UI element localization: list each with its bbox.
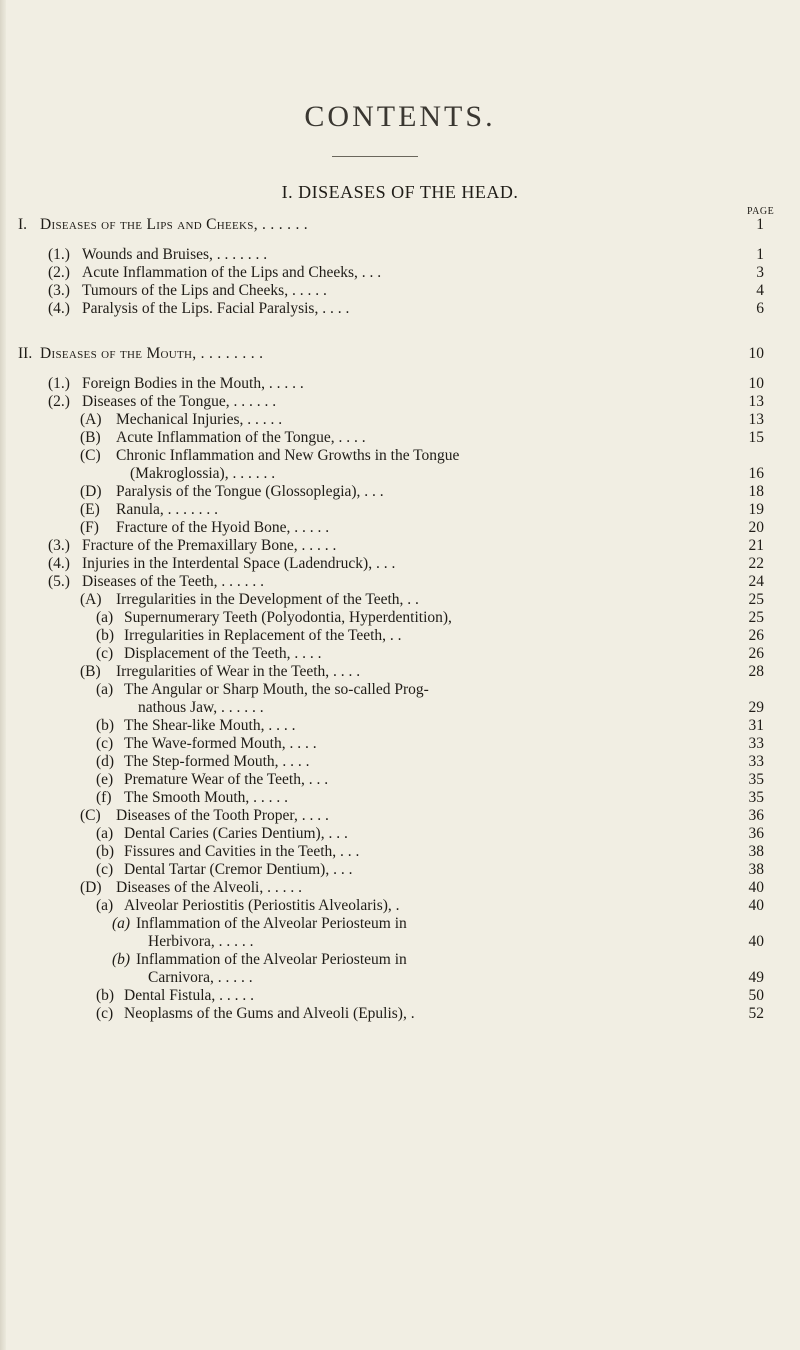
toc-entry bbox=[0, 807, 800, 825]
toc-entry-text: Carnivora, . . . . . bbox=[148, 969, 253, 986]
toc-entry-page: 49 bbox=[748, 969, 764, 986]
toc-entry-text: Dental Caries (Caries Dentium), . . . bbox=[124, 825, 348, 842]
toc-entry-text: Fracture of the Hyoid Bone, . . . . . bbox=[116, 519, 330, 536]
toc-entry-number: (b) bbox=[96, 843, 115, 860]
toc-entry-number: (b) bbox=[96, 627, 115, 644]
toc-entry-page: 19 bbox=[748, 501, 764, 518]
toc-entry-text: Alveolar Periostitis (Periostitis Alveolaris), . bbox=[124, 897, 400, 914]
toc-entry bbox=[0, 915, 800, 933]
toc-entry-text: Diseases of the Mouth, . . . . . . . . bbox=[40, 345, 264, 362]
toc-entry-number: (f) bbox=[96, 789, 112, 806]
toc-entry-number: (1.) bbox=[48, 375, 70, 392]
toc-entry-text: The Wave-formed Mouth, . . . . bbox=[124, 735, 317, 752]
toc-entry-number: (d) bbox=[96, 753, 115, 770]
toc-entry-text: Wounds and Bruises, . . . . . . . bbox=[82, 246, 268, 263]
toc-entry-text: Diseases of the Teeth, . . . . . . bbox=[82, 573, 265, 590]
toc-entry-number: (D) bbox=[80, 879, 102, 896]
toc-entry-page: 10 bbox=[748, 375, 764, 392]
toc-entry bbox=[0, 447, 800, 465]
toc-entry-number: (B) bbox=[80, 663, 101, 680]
page-column-header: PAGE bbox=[747, 206, 775, 217]
toc-entry-text: Chronic Inflammation and New Growths in the Tongue bbox=[116, 447, 460, 464]
toc-entry-number: (2.) bbox=[48, 264, 70, 281]
toc-entry-text: The Shear-like Mouth, . . . . bbox=[124, 717, 296, 734]
toc-entry-page: 52 bbox=[748, 1005, 764, 1022]
toc-entry-number: (b) bbox=[96, 987, 115, 1004]
toc-entry-text: Dental Tartar (Cremor Dentium), . . . bbox=[124, 861, 353, 878]
toc-entry bbox=[0, 879, 800, 897]
toc-entry-text: Herbivora, . . . . . bbox=[148, 933, 254, 950]
toc-entry-page: 20 bbox=[748, 519, 764, 536]
toc-entry-text: Inflammation of the Alveolar Periosteum in bbox=[136, 915, 407, 932]
toc-entry-page: 1 bbox=[756, 246, 764, 263]
toc-entry-page: 25 bbox=[748, 591, 764, 608]
toc-entry bbox=[0, 483, 800, 501]
toc-entry bbox=[0, 591, 800, 609]
toc-entry-page: 40 bbox=[748, 897, 764, 914]
toc-entry-text: Foreign Bodies in the Mouth, . . . . . bbox=[82, 375, 304, 392]
toc-entry-text: The Angular or Sharp Mouth, the so-called Prog- bbox=[124, 681, 429, 698]
toc-entry-text: Irregularities of Wear in the Teeth, . . . . bbox=[116, 663, 361, 680]
toc-entry-page: 21 bbox=[748, 537, 764, 554]
toc-entry-page: 29 bbox=[748, 699, 764, 716]
toc-entry bbox=[0, 789, 800, 807]
toc-entry-number: (a) bbox=[96, 681, 114, 698]
toc-entry bbox=[0, 300, 800, 318]
toc-entry-page: 28 bbox=[748, 663, 764, 680]
toc-entry bbox=[0, 861, 800, 879]
toc-entry-text: Fracture of the Premaxillary Bone, . . . . . bbox=[82, 537, 337, 554]
toc-entry-number: (c) bbox=[96, 861, 114, 878]
toc-entry bbox=[0, 465, 800, 483]
toc-entry-page: 10 bbox=[748, 345, 764, 362]
toc-entry-text: Injuries in the Interdental Space (Ladendruck), . . . bbox=[82, 555, 396, 572]
toc-entry bbox=[0, 393, 800, 411]
toc-entry bbox=[0, 663, 800, 681]
toc-entry-text: The Step-formed Mouth, . . . . bbox=[124, 753, 310, 770]
toc-entry-page: 15 bbox=[748, 429, 764, 446]
toc-entry-page: 6 bbox=[756, 300, 764, 317]
toc-entry-number: (c) bbox=[96, 1005, 114, 1022]
toc-entry bbox=[0, 627, 800, 645]
toc-entry-page: 33 bbox=[748, 735, 764, 752]
toc-entry bbox=[0, 825, 800, 843]
toc-entry bbox=[0, 1005, 800, 1023]
toc-entry-number: (b) bbox=[112, 951, 131, 968]
toc-entry bbox=[0, 519, 800, 537]
toc-entry-text: Diseases of the Lips and Cheeks, . . . . . . bbox=[40, 216, 308, 233]
toc-entry-text: Acute Inflammation of the Tongue, . . . . bbox=[116, 429, 366, 446]
toc-entry-number: (c) bbox=[96, 645, 114, 662]
toc-entry-page: 22 bbox=[748, 555, 764, 572]
toc-entry bbox=[0, 951, 800, 969]
toc-entry-page: 31 bbox=[748, 717, 764, 734]
toc-entry-page: 40 bbox=[748, 933, 764, 950]
toc-entry-text: The Smooth Mouth, . . . . . bbox=[124, 789, 289, 806]
toc-entry bbox=[0, 411, 800, 429]
toc-entry-number: (4.) bbox=[48, 300, 70, 317]
toc-entry-number: (A) bbox=[80, 411, 102, 428]
contents-title: CONTENTS. bbox=[304, 100, 496, 133]
toc-entry-page: 3 bbox=[756, 264, 764, 281]
toc-entry bbox=[0, 282, 800, 300]
toc-entry bbox=[0, 969, 800, 987]
toc-entry-text: Paralysis of the Tongue (Glossoplegia), . . . bbox=[116, 483, 384, 500]
toc-entry-page: 38 bbox=[748, 843, 764, 860]
toc-entry-number: (B) bbox=[80, 429, 101, 446]
toc-entry-number: (c) bbox=[96, 735, 114, 752]
toc-entry-text: Paralysis of the Lips. Facial Paralysis, . . . . bbox=[82, 300, 350, 317]
toc-entry-page: 24 bbox=[748, 573, 764, 590]
toc-entry-number: (A) bbox=[80, 591, 102, 608]
toc-entry bbox=[0, 609, 800, 627]
toc-entry bbox=[0, 246, 800, 264]
toc-entry-text: Diseases of the Tongue, . . . . . . bbox=[82, 393, 277, 410]
toc-entry-number: (a) bbox=[96, 609, 114, 626]
toc-entry-number: (a) bbox=[112, 915, 131, 932]
toc-entry-page: 13 bbox=[748, 393, 764, 410]
toc-entry-text: Diseases of the Tooth Proper, . . . . bbox=[116, 807, 329, 824]
toc-entry-page: 4 bbox=[756, 282, 764, 299]
toc-entry bbox=[0, 264, 800, 282]
toc-entry-page: 35 bbox=[748, 789, 764, 806]
toc-entry-page: 35 bbox=[748, 771, 764, 788]
toc-entry-number: (a) bbox=[96, 825, 114, 842]
toc-entry-number: (2.) bbox=[48, 393, 70, 410]
toc-entry-number: (D) bbox=[80, 483, 102, 500]
toc-entry-page: 16 bbox=[748, 465, 764, 482]
toc-entry-number: (b) bbox=[96, 717, 115, 734]
toc-entry-number: (1.) bbox=[48, 246, 70, 263]
toc-entry-number: I. bbox=[18, 216, 28, 233]
toc-entry-page: 40 bbox=[748, 879, 764, 896]
toc-entry-number: (4.) bbox=[48, 555, 70, 572]
toc-entry bbox=[0, 573, 800, 591]
toc-entry-number: (C) bbox=[80, 807, 101, 824]
toc-entry bbox=[0, 753, 800, 771]
toc-entry-page: 13 bbox=[748, 411, 764, 428]
toc-entry bbox=[0, 345, 800, 363]
toc-entry bbox=[0, 699, 800, 717]
toc-entry bbox=[0, 681, 800, 699]
toc-entry bbox=[0, 843, 800, 861]
toc-entry-text: Mechanical Injuries, . . . . . bbox=[116, 411, 283, 428]
toc-entry-text: Irregularities in Replacement of the Teeth, . . bbox=[124, 627, 402, 644]
toc-entry bbox=[0, 717, 800, 735]
toc-entry-text: Ranula, . . . . . . . bbox=[116, 501, 219, 518]
toc-entry-number: (3.) bbox=[48, 537, 70, 554]
toc-entry bbox=[0, 537, 800, 555]
toc-entry bbox=[0, 501, 800, 519]
toc-entry-number: (E) bbox=[80, 501, 100, 518]
toc-entry-number: (3.) bbox=[48, 282, 70, 299]
toc-entry-text: (Makroglossia), . . . . . . bbox=[130, 465, 276, 482]
toc-entry-text: Diseases of the Alveoli, . . . . . bbox=[116, 879, 302, 896]
toc-entry bbox=[0, 429, 800, 447]
toc-entry-page: 25 bbox=[748, 609, 764, 626]
toc-entry-text: Inflammation of the Alveolar Periosteum in bbox=[136, 951, 407, 968]
toc-entry-text: Displacement of the Teeth, . . . . bbox=[124, 645, 322, 662]
toc-entry-page: 1 bbox=[756, 216, 764, 233]
toc-entry bbox=[0, 555, 800, 573]
toc-entry-number: (F) bbox=[80, 519, 99, 536]
toc-entry bbox=[0, 897, 800, 915]
toc-entry bbox=[0, 735, 800, 753]
toc-entry bbox=[0, 771, 800, 789]
toc-entry-page: 36 bbox=[748, 807, 764, 824]
toc-entry-text: Dental Fistula, . . . . . bbox=[124, 987, 255, 1004]
toc-entry-page: 26 bbox=[748, 645, 764, 662]
toc-entry-text: Tumours of the Lips and Cheeks, . . . . . bbox=[82, 282, 327, 299]
toc-entry-text: nathous Jaw, . . . . . . bbox=[138, 699, 264, 716]
toc-entry-text: Fissures and Cavities in the Teeth, . . . bbox=[124, 843, 360, 860]
toc-entry-page: 36 bbox=[748, 825, 764, 842]
toc-entry-text: Neoplasms of the Gums and Alveoli (Epulis), . bbox=[124, 1005, 415, 1022]
toc-entry-page: 26 bbox=[748, 627, 764, 644]
toc-entry-text: Supernumerary Teeth (Polyodontia, Hyperdentition), bbox=[124, 609, 452, 626]
toc-entry bbox=[0, 987, 800, 1005]
toc-entry bbox=[0, 645, 800, 663]
toc-entry-number: II. bbox=[18, 345, 33, 362]
toc-entry-page: 33 bbox=[748, 753, 764, 770]
toc-entry-text: Irregularities in the Development of the Teeth, . . bbox=[116, 591, 419, 608]
toc-entry-page: 38 bbox=[748, 861, 764, 878]
toc-entry-page: 18 bbox=[748, 483, 764, 500]
toc-entry bbox=[0, 375, 800, 393]
toc-entry bbox=[0, 933, 800, 951]
toc-entry-page: 50 bbox=[748, 987, 764, 1004]
toc-entry-number: (e) bbox=[96, 771, 114, 788]
toc-entry bbox=[0, 216, 800, 234]
toc-entry-number: (a) bbox=[96, 897, 114, 914]
toc-entry-text: Premature Wear of the Teeth, . . . bbox=[124, 771, 329, 788]
title-rule bbox=[332, 156, 418, 157]
toc-entry-number: (5.) bbox=[48, 573, 70, 590]
toc-entry-number: (C) bbox=[80, 447, 101, 464]
toc-entry-text: Acute Inflammation of the Lips and Cheeks, . . . bbox=[82, 264, 382, 281]
part-title: I. DISEASES OF THE HEAD. bbox=[281, 182, 519, 202]
